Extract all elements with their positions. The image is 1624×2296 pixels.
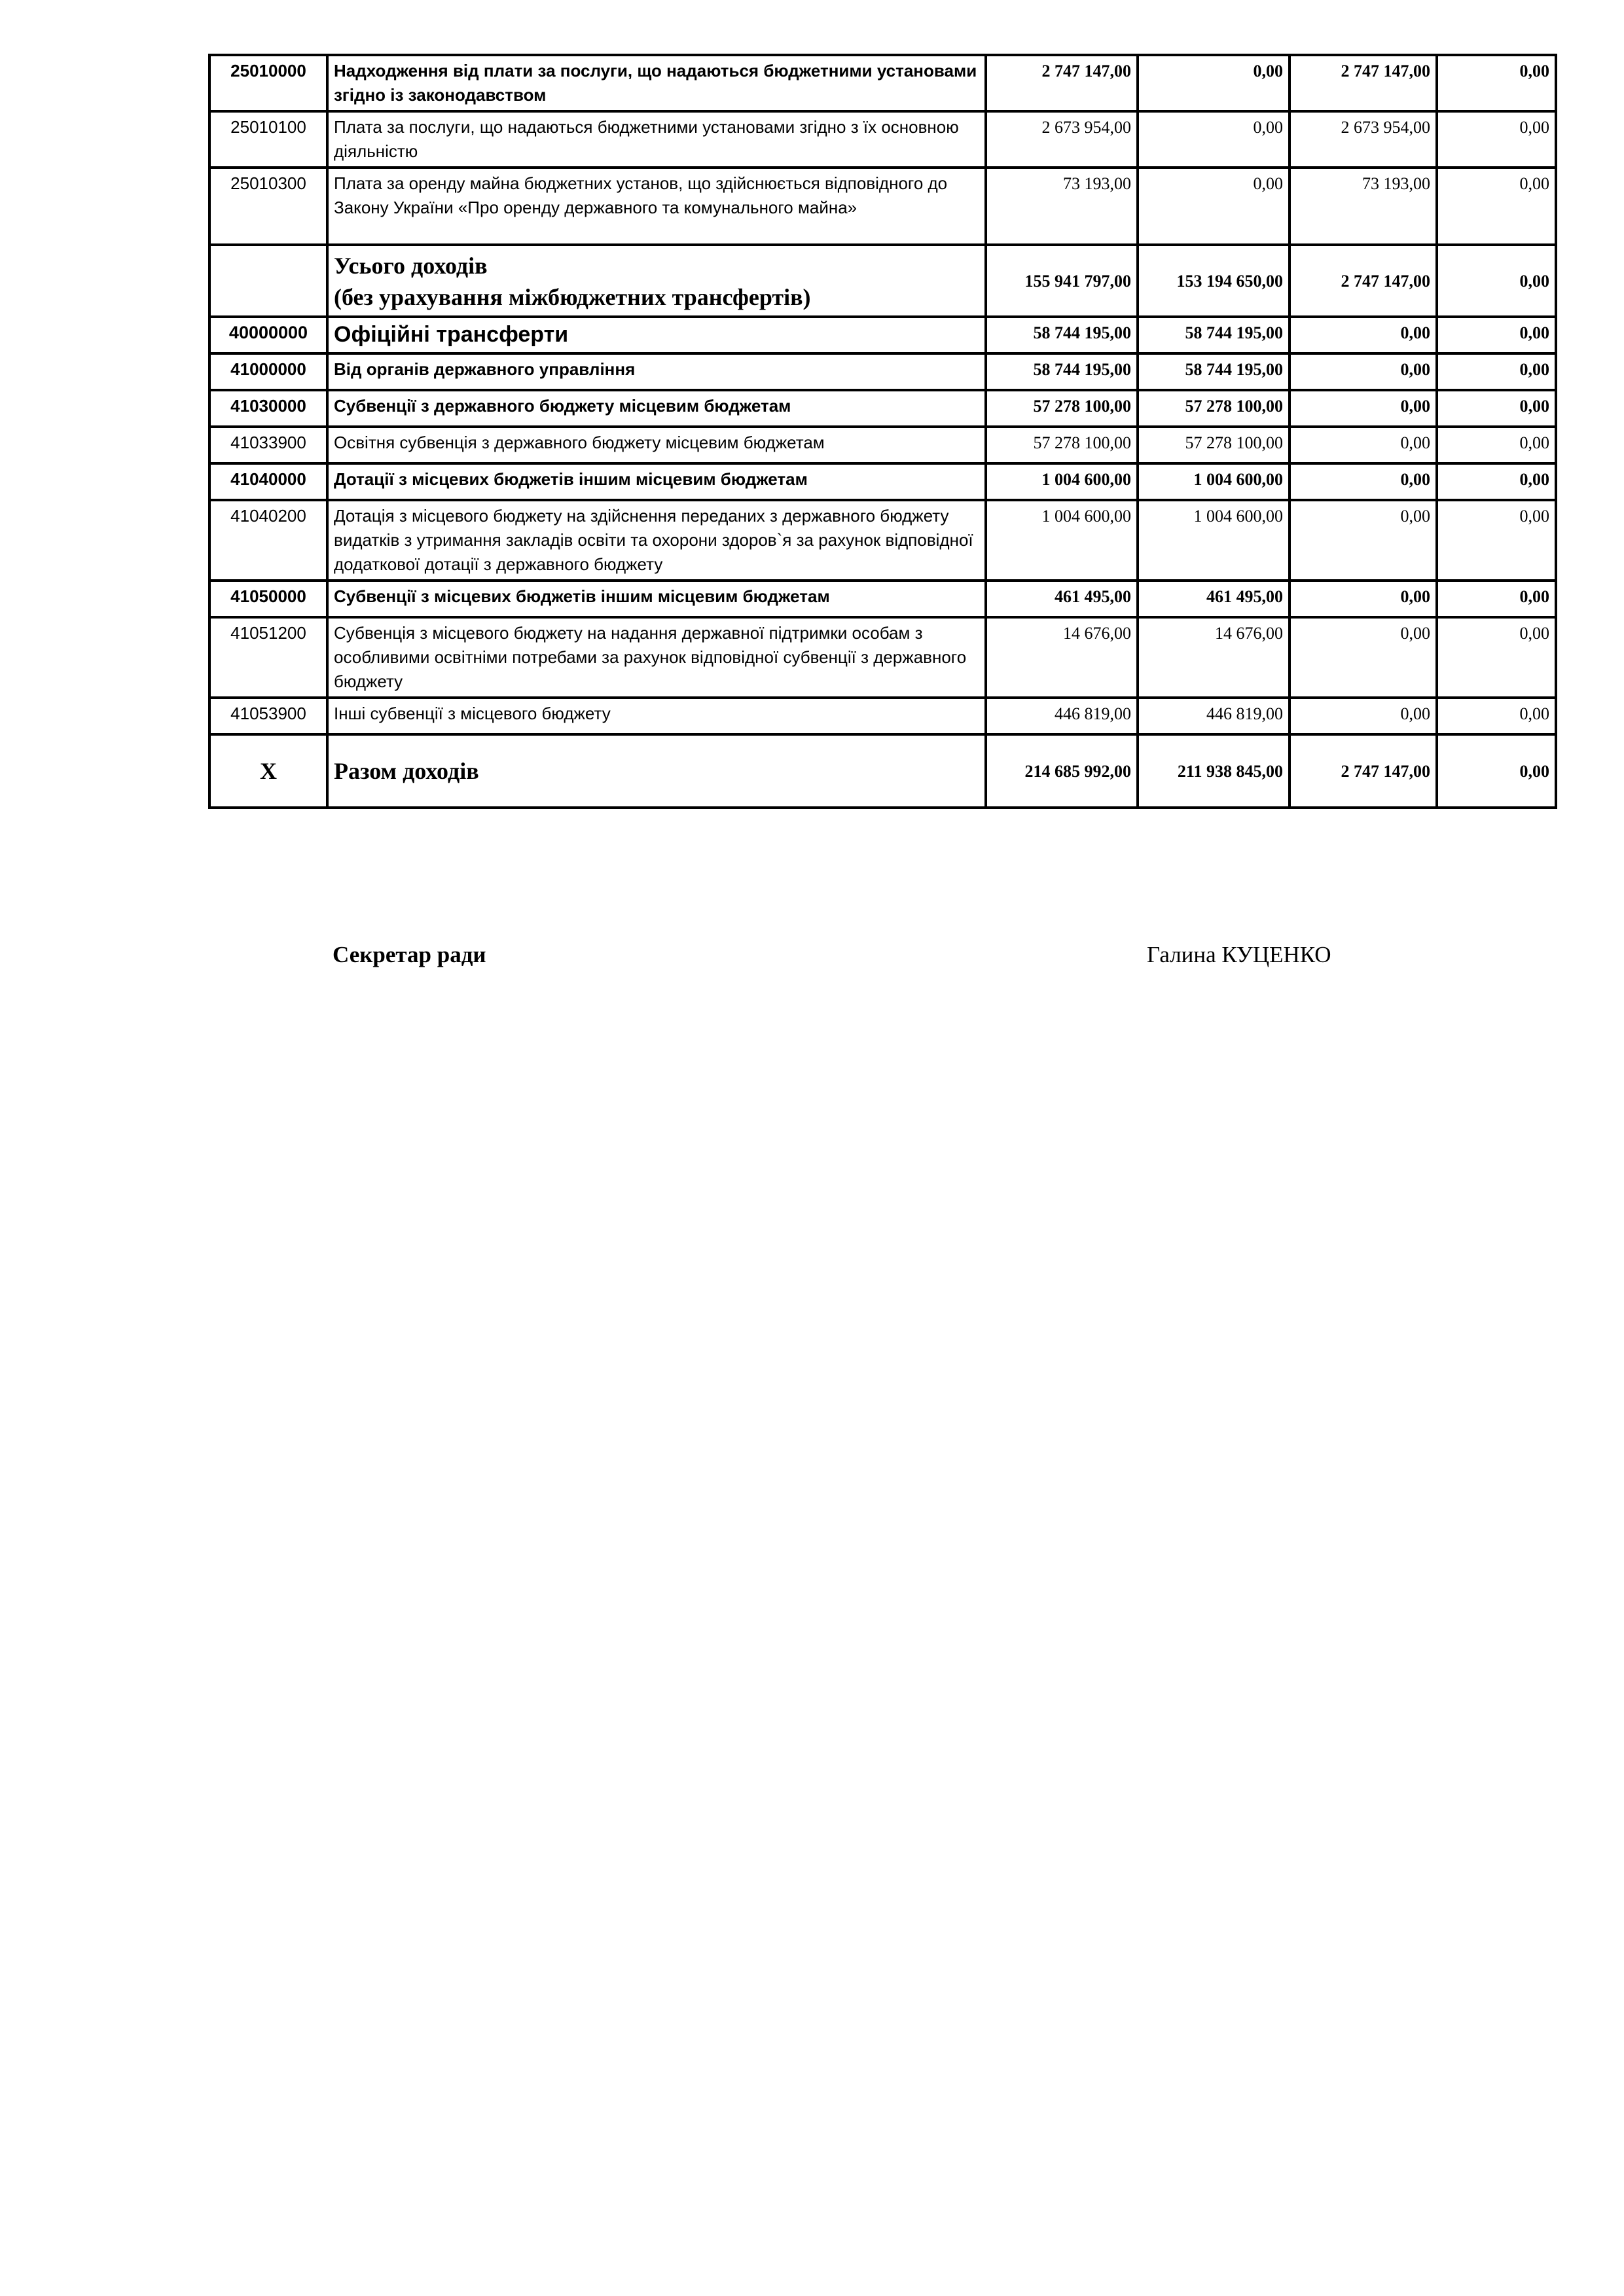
row-code: 41000000	[209, 353, 327, 390]
row-total: 57 278 100,00	[986, 427, 1138, 463]
row-general: 0,00	[1138, 168, 1290, 245]
row-code: 25010100	[209, 111, 327, 168]
row-general: 57 278 100,00	[1138, 427, 1290, 463]
row-special: 0,00	[1290, 427, 1437, 463]
subtotal-subtitle: (без урахування міжбюджетних трансфертів)	[334, 284, 811, 310]
row-development: 0,00	[1437, 245, 1556, 317]
subtotal-row	[209, 245, 1556, 317]
row-total: 461 495,00	[986, 581, 1138, 617]
row-total: 1 004 600,00	[986, 500, 1138, 581]
signature-position: Секретар ради	[333, 942, 486, 967]
subtotal-title: Усього доходів	[334, 253, 488, 279]
row-development: 0,00	[1437, 581, 1556, 617]
row-name: Разом доходів	[327, 734, 986, 808]
row-total: 57 278 100,00	[986, 390, 1138, 427]
row-code: 41051200	[209, 617, 327, 698]
row-general: 1 004 600,00	[1138, 463, 1290, 500]
table-row	[209, 390, 1556, 427]
row-special: 0,00	[1290, 463, 1437, 500]
row-development: 0,00	[1437, 463, 1556, 500]
table-row	[209, 317, 1556, 353]
row-name: Від органів державного управління	[327, 353, 986, 390]
table-row	[209, 500, 1556, 581]
row-development: 0,00	[1437, 353, 1556, 390]
row-development: 0,00	[1437, 390, 1556, 427]
row-general: 211 938 845,00	[1138, 734, 1290, 808]
row-code: 41030000	[209, 390, 327, 427]
row-development: 0,00	[1437, 698, 1556, 734]
row-special: 0,00	[1290, 617, 1437, 698]
row-total: 1 004 600,00	[986, 463, 1138, 500]
table-row	[209, 55, 1556, 111]
row-name: Дотація з місцевого бюджету на здійснення переданих з державного бюджету видатків з утримання закладів освіти та охорони здоров`я за рахунок відповідної додаткової дотації з державного бюджету	[327, 500, 986, 581]
row-name: Плата за послуги, що надаються бюджетними установами згідно з їх основною діяльністю	[327, 111, 986, 168]
row-name: Освітня субвенція з державного бюджету місцевим бюджетам	[327, 427, 986, 463]
row-special: 0,00	[1290, 317, 1437, 353]
signature-name: Галина КУЦЕНКО	[1147, 942, 1331, 967]
row-special: 2 673 954,00	[1290, 111, 1437, 168]
row-code: 41040200	[209, 500, 327, 581]
table-row	[209, 581, 1556, 617]
grand-total-row	[209, 734, 1556, 808]
row-special: 2 747 147,00	[1290, 734, 1437, 808]
row-code: 40000000	[209, 317, 327, 353]
row-code: 25010300	[209, 168, 327, 245]
row-development: 0,00	[1437, 734, 1556, 808]
row-development: 0,00	[1437, 317, 1556, 353]
row-name: Плата за оренду майна бюджетних установ, що здійснюється відповідного до Закону України «Про оренду державного та комунального майна»	[327, 168, 986, 245]
row-code	[209, 245, 327, 317]
row-code: 41033900	[209, 427, 327, 463]
row-development: 0,00	[1437, 617, 1556, 698]
row-total: 73 193,00	[986, 168, 1138, 245]
row-code: 41050000	[209, 581, 327, 617]
row-special: 0,00	[1290, 698, 1437, 734]
row-name: Інші субвенції з місцевого бюджету	[327, 698, 986, 734]
row-total: 14 676,00	[986, 617, 1138, 698]
table-row	[209, 427, 1556, 463]
row-total: 214 685 992,00	[986, 734, 1138, 808]
row-general: 57 278 100,00	[1138, 390, 1290, 427]
row-total: 155 941 797,00	[986, 245, 1138, 317]
table-row	[209, 353, 1556, 390]
table-row	[209, 617, 1556, 698]
row-general: 0,00	[1138, 111, 1290, 168]
row-general: 461 495,00	[1138, 581, 1290, 617]
row-special: 2 747 147,00	[1290, 245, 1437, 317]
row-development: 0,00	[1437, 55, 1556, 111]
row-code: 25010000	[209, 55, 327, 111]
row-special: 0,00	[1290, 500, 1437, 581]
row-total: 2 673 954,00	[986, 111, 1138, 168]
row-name: Субвенція з місцевого бюджету на надання державної підтримки особам з особливими освітніми потребами за рахунок відповідної субвенції з державного бюджету	[327, 617, 986, 698]
row-general: 153 194 650,00	[1138, 245, 1290, 317]
row-total: 58 744 195,00	[986, 317, 1138, 353]
row-general: 58 744 195,00	[1138, 317, 1290, 353]
row-general: 0,00	[1138, 55, 1290, 111]
table-row	[209, 111, 1556, 168]
row-general: 14 676,00	[1138, 617, 1290, 698]
row-name: Субвенції з державного бюджету місцевим бюджетам	[327, 390, 986, 427]
row-name: Надходження від плати за послуги, що надаються бюджетними установами згідно із законодавством	[327, 55, 986, 111]
row-total: 446 819,00	[986, 698, 1138, 734]
row-general: 446 819,00	[1138, 698, 1290, 734]
row-special: 0,00	[1290, 581, 1437, 617]
table-row	[209, 463, 1556, 500]
row-development: 0,00	[1437, 168, 1556, 245]
row-special: 2 747 147,00	[1290, 55, 1437, 111]
row-name	[327, 245, 986, 317]
row-general: 58 744 195,00	[1138, 353, 1290, 390]
row-code: X	[209, 734, 327, 808]
row-development: 0,00	[1437, 427, 1556, 463]
table-row	[209, 168, 1556, 245]
row-special: 0,00	[1290, 353, 1437, 390]
row-development: 0,00	[1437, 500, 1556, 581]
row-development: 0,00	[1437, 111, 1556, 168]
row-code: 41053900	[209, 698, 327, 734]
row-name: Дотації з місцевих бюджетів іншим місцевим бюджетам	[327, 463, 986, 500]
row-total: 58 744 195,00	[986, 353, 1138, 390]
table-row	[209, 698, 1556, 734]
row-name: Субвенції з місцевих бюджетів іншим місцевим бюджетам	[327, 581, 986, 617]
row-name: Офіційні трансферти	[327, 317, 986, 353]
revenue-table	[208, 54, 1557, 809]
row-special: 73 193,00	[1290, 168, 1437, 245]
row-special: 0,00	[1290, 390, 1437, 427]
row-general: 1 004 600,00	[1138, 500, 1290, 581]
row-total: 2 747 147,00	[986, 55, 1138, 111]
row-code: 41040000	[209, 463, 327, 500]
